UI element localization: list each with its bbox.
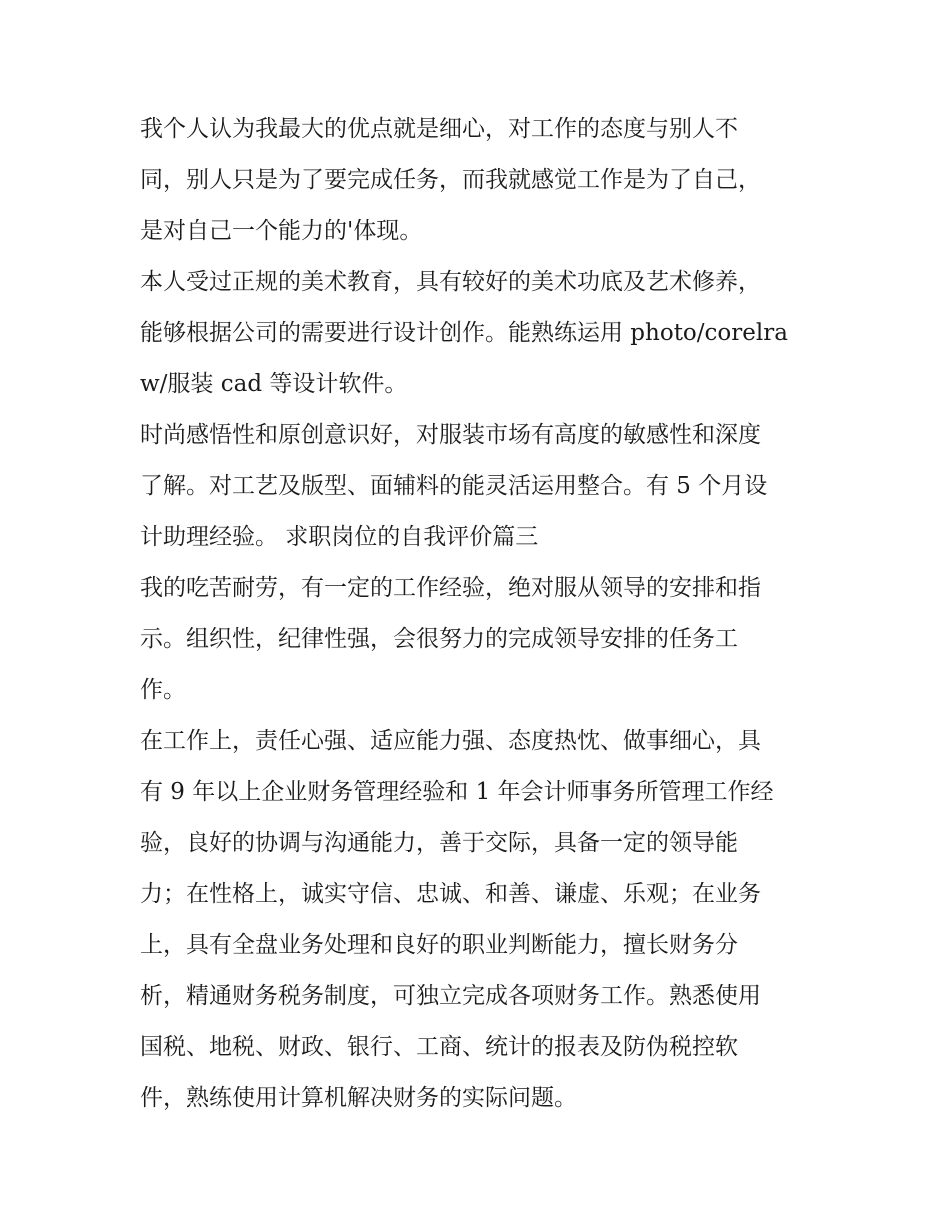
- text-line: 国税、地税、财政、银行、工商、统计的报表及防伪税控软: [140, 1034, 738, 1060]
- text-line: 能够根据公司的需要进行设计创作。能熟练运用 photo/corelra: [140, 320, 788, 346]
- text-line: 了解。对工艺及版型、面辅料的能灵活运用整合。有 5 个月设: [140, 473, 768, 499]
- text-line: 作。: [140, 677, 186, 703]
- text-line: 上，具有全盘业务处理和良好的职业判断能力，擅长财务分: [140, 932, 738, 958]
- paragraph-finance-experience: [140, 716, 820, 1124]
- text-line: 同，别人只是为了要完成任务，而我就感觉工作是为了自己，: [140, 167, 761, 193]
- text-line: 是对自己一个能力的'体现。: [140, 218, 423, 244]
- text-line: 力；在性格上，诚实守信、忠诚、和善、谦虚、乐观；在业务: [140, 881, 761, 907]
- text-line: 时尚感悟性和原创意识好，对服装市场有高度的敏感性和深度: [140, 422, 761, 448]
- text-line: 在工作上，责任心强、适应能力强、态度热忱、做事细心，具: [140, 728, 761, 754]
- paragraph-art-education: [140, 257, 820, 410]
- text-line: 件，熟练使用计算机解决财务的实际问题。: [140, 1085, 577, 1111]
- text-line: 示。组织性，纪律性强，会很努力的完成领导安排的任务工: [140, 626, 738, 652]
- text-line: 有 9 年以上企业财务管理经验和 1 年会计师事务所管理工作经: [140, 779, 774, 805]
- text-line: 我个人认为我最大的优点就是细心，对工作的态度与别人不: [140, 116, 738, 142]
- paragraph-hardworking: [140, 563, 820, 716]
- text-line: 析，精通财务税务制度，可独立完成各项财务工作。熟悉使用: [140, 983, 761, 1009]
- text-line: 计助理经验。 求职岗位的自我评价篇三: [140, 524, 539, 550]
- paragraph-strengths: [140, 104, 820, 257]
- document-body: [140, 104, 820, 1124]
- text-line: w/服装 cad 等设计软件。: [140, 371, 408, 397]
- paragraph-fashion-sense: [140, 410, 820, 563]
- text-line: 本人受过正规的美术教育，具有较好的美术功底及艺术修养，: [140, 269, 761, 295]
- text-line: 我的吃苦耐劳，有一定的工作经验，绝对服从领导的安排和指: [140, 575, 761, 601]
- text-line: 验，良好的协调与沟通能力，善于交际，具备一定的领导能: [140, 830, 738, 856]
